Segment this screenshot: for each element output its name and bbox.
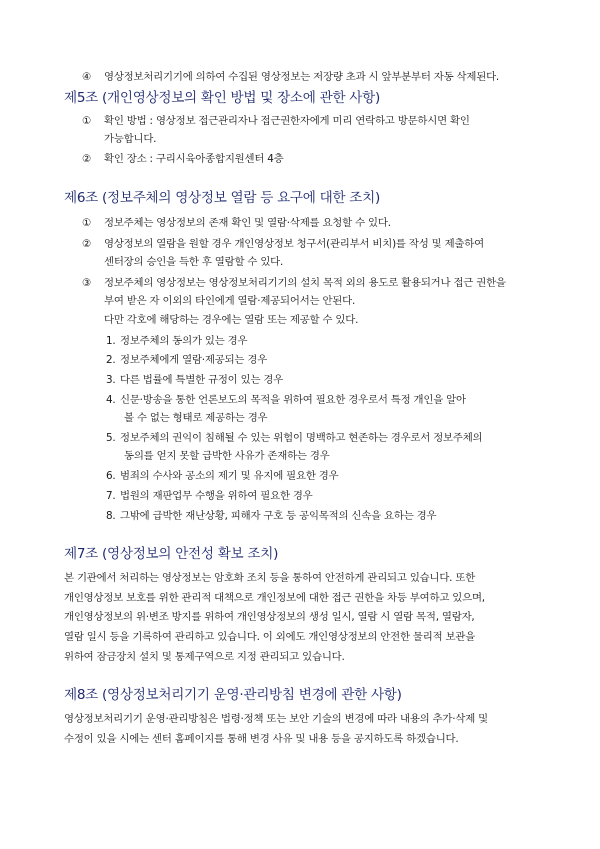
sub-item-text: 법원의 재판업무 수행을 위하여 필요한 경우: [120, 490, 313, 502]
sub-item: [106, 393, 466, 407]
paragraph-line: 영상정보처리기기 운영·관리방침은 법령·정책 또는 보안 기술의 변경에 따라 내용의 추가·삭제 및: [64, 713, 488, 725]
sub-item-text-continued: 볼 수 없는 형태로 제공하는 경우: [124, 412, 268, 424]
article-item: [82, 237, 484, 251]
item-text: 영상정보의 열람을 원할 경우 개인영상정보 청구서(관리부서 비치)를 작성 및 제출하여: [104, 238, 484, 250]
sub-item-text: 범죄의 수사와 공소의 제기 및 유지에 필요한 경우: [120, 470, 339, 482]
sub-item-text: 그밖에 급박한 재난상황, 피해자 구호 등 공익목적의 신속을 요하는 경우: [120, 510, 437, 522]
article-item: [82, 152, 284, 166]
sub-item-text: 신문·방송을 통한 언론보도의 목적을 위하여 필요한 경우로서 특정 개인을 알아: [120, 394, 466, 406]
item-text-continued: 가능합니다.: [104, 133, 157, 145]
item-text: 확인 장소 : 구리시육아종합지원센터 4층: [104, 153, 284, 165]
paragraph-line: 위하여 잠금장치 설치 및 통제구역으로 지정 관리되고 있습니다.: [64, 651, 345, 663]
sub-item-number: 8.: [106, 510, 116, 522]
paragraph-line: 본 기관에서 처리하는 영상정보는 암호화 조치 등을 통하여 안전하게 관리되고 있습니다. 또한: [64, 572, 476, 584]
paragraph-line: 개인영상정보 보호를 위한 관리적 대책으로 개인정보에 대한 접근 권한을 차등 부여하고 있으며,: [64, 592, 485, 604]
item-marker: ①: [82, 217, 92, 229]
sub-item: [106, 431, 482, 445]
sub-item: [106, 489, 313, 503]
sub-item-text-continued: 동의를 얻지 못할 급박한 사유가 존재하는 경우: [124, 450, 330, 462]
sub-item-number: 7.: [106, 490, 116, 502]
item-text-continued: 부여 받은 자 이외의 타인에게 열람·제공되어서는 안된다.: [104, 295, 356, 307]
sub-item-number: 1.: [106, 335, 116, 347]
sub-item: [106, 469, 338, 483]
article-item: [82, 114, 470, 128]
paragraph-line: 수정이 있을 시에는 센터 홈페이지를 통해 변경 사유 및 내용 등을 공지하도록 하겠습니다.: [64, 733, 459, 745]
sub-item-text: 정보주체의 권익이 침해될 수 있는 위험이 명백하고 현존하는 경우로서 정보주체의: [120, 432, 483, 444]
item-text: 확인 방법 : 영상정보 접근관리자나 접근권한자에게 미리 연락하고 방문하시면 확인: [104, 115, 470, 127]
item-text-continued: 다만 각호에 해당하는 경우에는 열람 또는 제공할 수 있다.: [104, 314, 359, 326]
sub-item: [106, 509, 436, 523]
article-6-title: 제6조 (정보주체의 영상정보 열람 등 요구에 대한 조치): [64, 190, 380, 206]
sub-item-number: 5.: [106, 432, 116, 444]
article-5-title: 제5조 (개인영상정보의 확인 방법 및 장소에 관한 사항): [64, 90, 380, 106]
article-8-title: 제8조 (영상정보처리기기 운영·관리방침 변경에 관한 사항): [64, 687, 402, 703]
sub-item-number: 4.: [106, 394, 116, 406]
article-item: [82, 276, 506, 290]
paragraph-line: 열람 일시 등을 기록하여 관리하고 있습니다. 이 외에도 개인영상정보의 안전한 물리적 보관을: [64, 631, 476, 643]
sub-item: [106, 334, 247, 348]
sub-item: [106, 353, 267, 367]
article-item: [82, 216, 391, 230]
item-marker: ④: [82, 71, 92, 83]
sub-item-text: 정보주체에게 열람·제공되는 경우: [120, 354, 268, 366]
sub-item-number: 3.: [106, 374, 116, 386]
sub-item: [106, 373, 283, 387]
item-marker: ③: [82, 277, 92, 289]
article-7-title: 제7조 (영상정보의 안전성 확보 조치): [64, 546, 279, 562]
item-text: 영상정보처리기기에 의하여 수집된 영상정보는 저장량 초과 시 앞부분부터 자동 삭제된다.: [104, 71, 500, 83]
sub-item-number: 6.: [106, 470, 116, 482]
article-item: [82, 70, 499, 84]
paragraph-line: 개인영상정보의 위·변조 방지를 위하여 개인영상정보의 생성 일시, 열람 시 열람 목적, 열람자,: [64, 611, 475, 623]
item-marker: ②: [82, 238, 92, 250]
item-text-continued: 센터장의 승인을 득한 후 열람할 수 있다.: [104, 256, 284, 268]
sub-item-text: 정보주체의 동의가 있는 경우: [120, 335, 248, 347]
item-text: 정보주체의 영상정보는 영상정보처리기기의 설치 목적 외의 용도로 활용되거나 접근 권한을: [104, 277, 506, 289]
item-marker: ①: [82, 115, 92, 127]
sub-item-number: 2.: [106, 354, 116, 366]
item-marker: ②: [82, 153, 92, 165]
item-text: 정보주체는 영상정보의 존재 확인 및 열람·삭제를 요청할 수 있다.: [104, 217, 391, 229]
sub-item-text: 다른 법률에 특별한 규정이 있는 경우: [120, 374, 284, 386]
